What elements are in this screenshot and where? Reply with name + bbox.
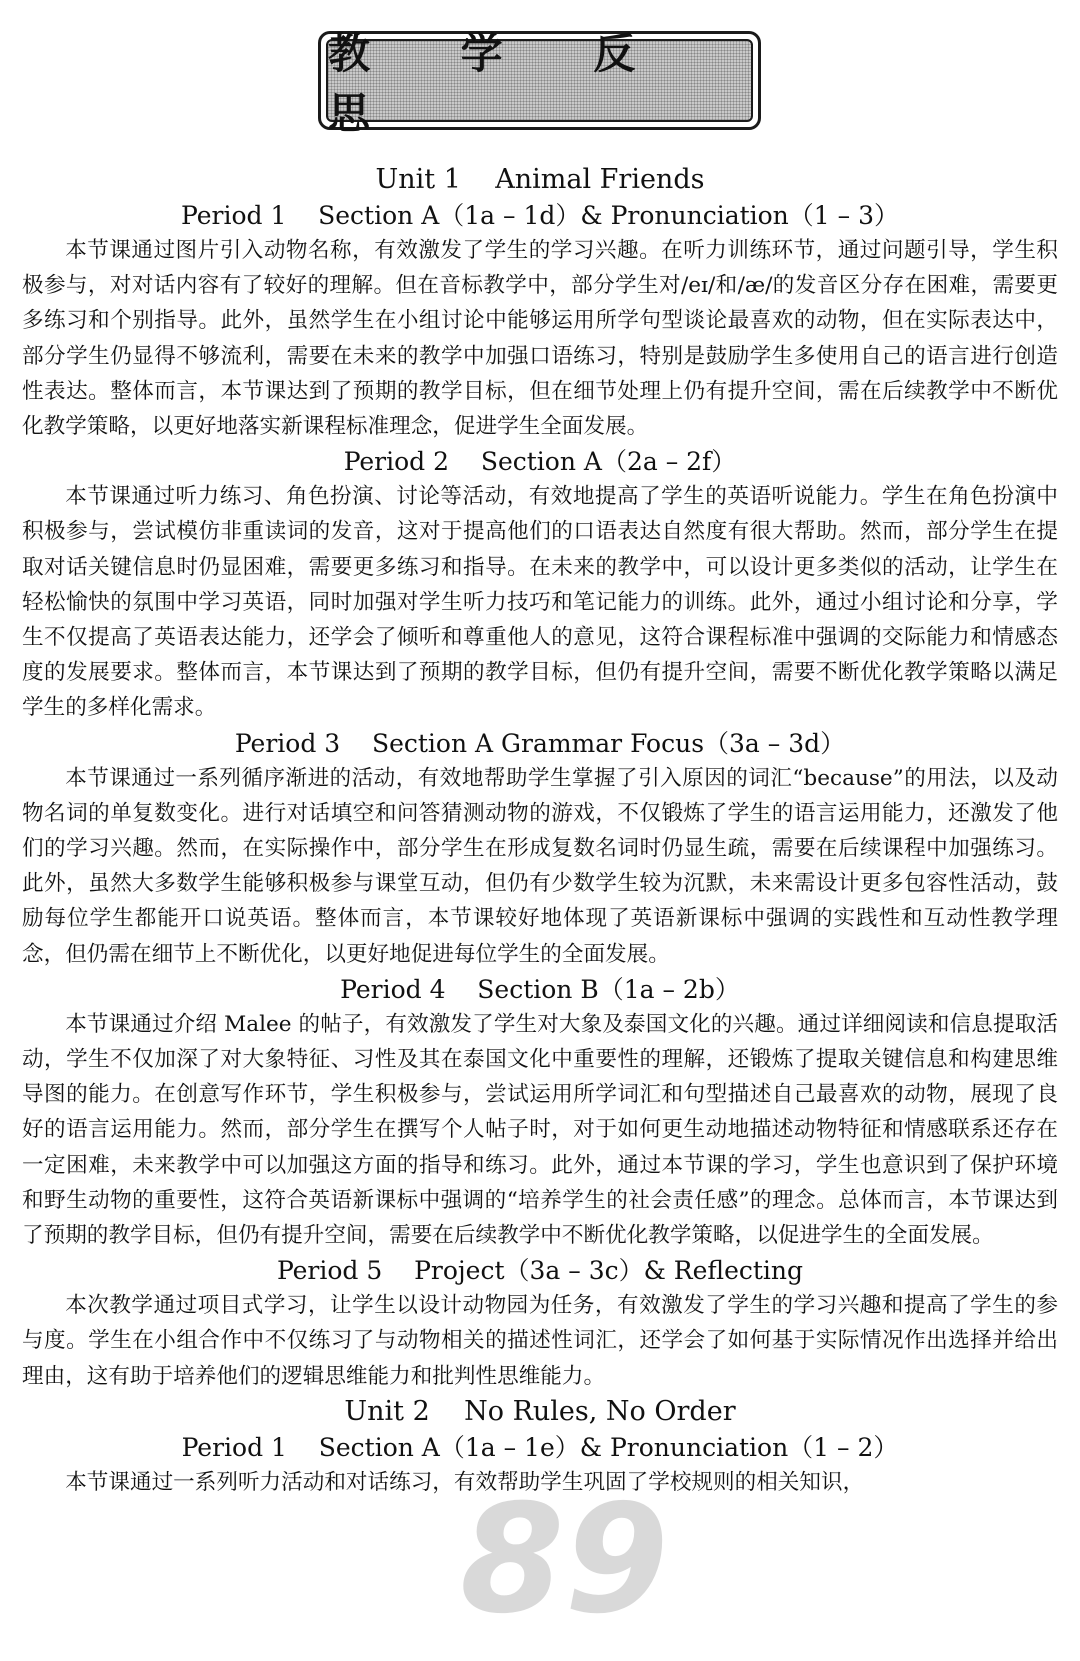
period-text: 本节课通过一系列循序渐进的活动，有效地帮助学生掌握了引入原因的词汇“because”的用法，以及动物名词的单复数变化。进行对话填空和问答猜测动物的游戏，不仅锻炼了学生的语言运用能力，还激发了他们的学习兴趣。然而，在实际操作中，部分学生在形成复数名词时仍显生疏，需要在后续课程中加强练习。此外，虽然大多数学生能够积极参与课堂互动，但仍有少数学生较为沉默，未来需设计更多包容性活动，鼓励每位学生都能开口说英语。整体而言，本节课较好地体现了英语新课标中强调的实践性和互动性教学理念，但仍需在细节上不断优化，以更好地促进每位学生的全面发展。 [22, 765, 1058, 967]
period-heading: Period 1 Section A（1a – 1d）& Pronunciation（1 – 3） [181, 201, 899, 230]
period-text: 本节课通过图片引入动物名称，有效激发了学生的学习兴趣。在听力训练环节，通过问题引导，学生积极参与，对对话内容有了较好的理解。但在音标教学中，部分学生对/eɪ/和/æ/的发音区分存在困难，需要更多练习和个别指导。此外，虽然学生在小组讨论中能够运用所学句型谈论最喜欢的动物，但在实际表达中，部分学生仍显得不够流利，需要在未来的教学中加强口语练习，特别是鼓励学生多使用自己的语言进行创造性表达。整体而言，本节课达到了预期的教学目标，但在细节处理上仍有提升空间，需在后续教学中不断优化教学策略，以更好地落实新课程标准理念，促进学生全面发展。 [22, 238, 1058, 440]
period-heading: Period 1 Section A（1a – 1e）& Pronunciation（1 – 2） [181, 1432, 899, 1462]
period-text: 本节课通过介绍 Malee 的帖子，有效激发了学生对大象及泰国文化的兴趣。通过详细阅读和信息提取活动，学生不仅加深了对大象特征、习性及其在泰国文化中重要性的理解，还锻炼了提取关键信息和构建思维导图的能力。在创意写作环节，学生积极参与，尝试运用所学词汇和句型描述自己最喜欢的动物，展现了良好的语言运用能力。然而，部分学生在撰写个人帖子时，对于如何更生动地描述动物特征和情感联系还存在一定困难，未来教学中可以加强这方面的指导和练习。此外，通过本节课的学习，学生也意识到了保护环境和野生动物的重要性，这符合英语新课标中强调的“培养学生的社会责任感”的理念。总体而言，本节课达到了预期的教学目标，但仍有提升空间，需要在后续教学中不断优化教学策略，以促进学生的全面发展。 [22, 1011, 1058, 1249]
unit-heading: Unit 2 No Rules, No Order [344, 1395, 736, 1427]
title-pattern [326, 28, 753, 138]
period-text: 本次教学通过项目式学习，让学生以设计动物园为任务，有效激发了学生的学习兴趣和提高了学生的参与度。学生在小组合作中不仅练习了与动物相关的描述性词汇，还学会了如何基于实际情况作出选择并给出理由，这有助于培养他们的逻辑思维能力和批判性思维能力。 [22, 1293, 1058, 1389]
period-heading: Period 3 Section A Grammar Focus（3a – 3d） [234, 728, 846, 758]
period-text: 本节课通过听力练习、角色扮演、讨论等活动，有效地提高了学生的英语听说能力。学生在角色扮演中积极参与，尝试模仿非重读词的发音，这对于提高他们的口语表达自然度有很大帮助。然而，部分学生在提取对话关键信息时仍显困难，需要更多练习和指导。在未来的教学中，可以设计更多类似的活动，让学生在轻松愉快的氛围中学习英语，同时加强对学生听力技巧和笔记能力的训练。此外，通过小组讨论和分享，学生不仅提高了英语表达能力，还学会了倾听和尊重他人的意见，这符合课程标准中强调的交际能力和情感态度的发展要求。整体而言，本节课达到了预期的教学目标，但仍有提升空间，需要不断优化教学策略以满足学生的多样化需求。 [22, 484, 1058, 721]
period-text: 本节课通过一系列听力活动和对话练习，有效帮助学生巩固了学校规则的相关知识， [65, 1469, 865, 1495]
page-title: 教 学 反 思 [328, 28, 674, 138]
page-number: 89 [460, 1473, 669, 1647]
period-heading: Period 5 Project（3a – 3c）& Reflecting [276, 1256, 804, 1286]
period-heading: Period 2 Section A（2a – 2f） [343, 447, 737, 477]
unit-heading: Unit 1 Animal Friends [375, 164, 705, 195]
title-box [318, 28, 761, 138]
content [22, 162, 1058, 1500]
period-heading: Period 4 Section B（1a – 2b） [340, 974, 740, 1004]
